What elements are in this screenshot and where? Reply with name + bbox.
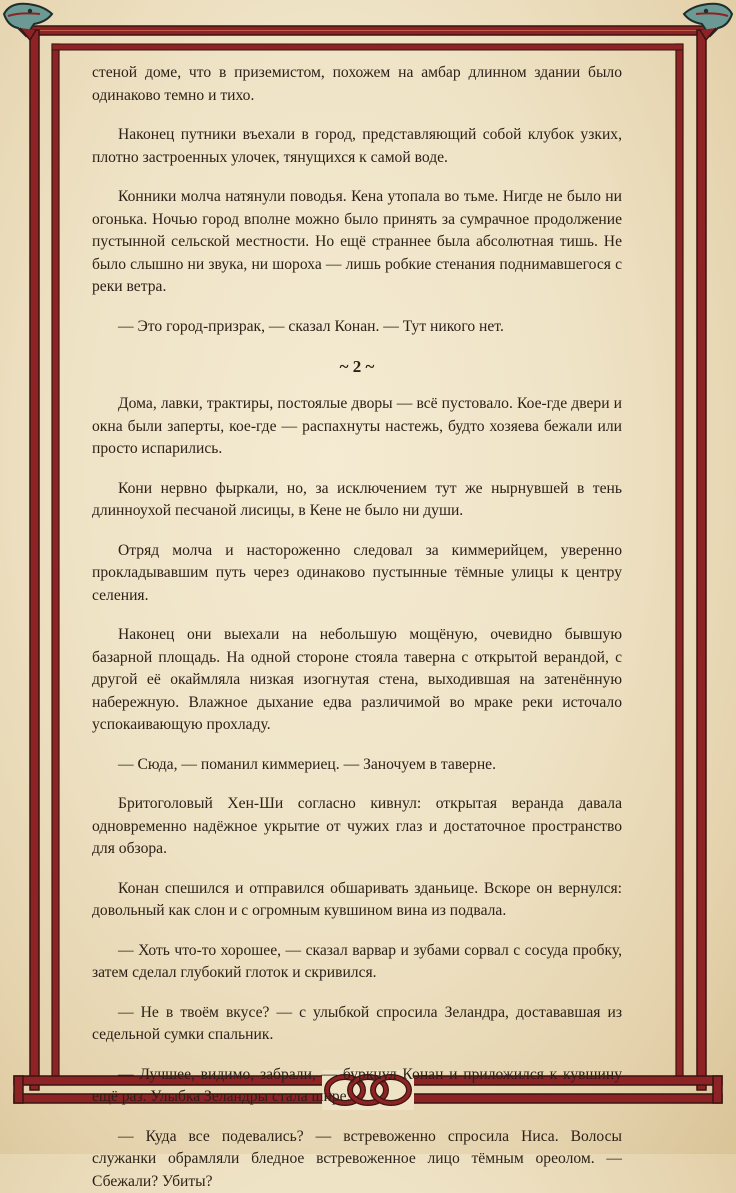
paragraph: — Это город-призрак, — сказал Конан. — Тут никого нет. (92, 316, 622, 339)
paragraph: — Куда все подевались? — встревоженно спросила Ниса. Волосы служанки обрамляли бледное встревоженное лицо тёмным ореолом. — Сбежали? Убиты? (92, 1126, 622, 1193)
paragraph: Дома, лавки, трактиры, постоялые дворы — всё пустовало. Кое-где двери и окна были заперты, кое-где — распахнуты настежь, будто хозяева бежали или просто испарились. (92, 393, 622, 461)
paragraph: Наконец путники въехали в город, представляющий собой клубок узких, плотно застроенных улочек, тянущихся к самой воде. (92, 124, 622, 169)
paragraph: стеной доме, что в приземистом, похожем на амбар длинном здании было одинаково темно и тихо. (92, 62, 622, 107)
paragraph: Наконец они выехали на небольшую мощёную, очевидно бывшую базарной площадь. На одной стороне стояла таверна с открытой верандой, с другой её окаймляла низкая изогнутая стена, выходившая на затенённую набережную. Влажное дыхание едва различимой во мраке реки источало успокаивающую прохладу. (92, 624, 622, 737)
paragraph: — Лучшее, видимо, забрали, — буркнул Конан и приложился к кувшину ещё раз. Улыбка Зеландры стала шире. (92, 1064, 622, 1109)
paragraph: — Сюда, — поманил киммериец. — Заночуем в таверне. (92, 754, 622, 777)
paragraph: Конники молча натянули поводья. Кена утопала во тьме. Нигде не было ни огонька. Ночью город вполне можно было принять за сумрачное продолжение пустынной сельской местности. Но ещё страннее была абсолютная тишь. Не было слышно ни звука, ни шороха — лишь робкие стенания поднимавшегося с реки ветра. (92, 186, 622, 299)
book-page-text (92, 62, 622, 1062)
paragraph: Кони нервно фыркали, но, за исключением тут же нырнувшей в тень длинноухой песчаной лисицы, в Кене не было ни души. (92, 478, 622, 523)
frame-inner-top (52, 44, 683, 50)
paragraph: — Хоть что-то хорошее, — сказал варвар и зубами сорвал с сосуда пробку, затем сделал глубокий глоток и скривился. (92, 940, 622, 985)
paragraph: Отряд молча и настороженно следовал за киммерийцем, уверенно прокладывавшим путь через одинаково пустынные тёмные улицы к центру селения. (92, 540, 622, 608)
frame-left-bars (30, 30, 59, 1090)
paragraph: Бритоголовый Хен-Ши согласно кивнул: открытая веранда давала одновременно надёжное укрытие от чужих глаз и достаточное пространство для обзора. (92, 793, 622, 861)
paragraph: — Не в твоём вкусе? — с улыбкой спросила Зеландра, достававшая из седельной сумки спальник. (92, 1002, 622, 1047)
frame-top-bar (30, 26, 706, 35)
frame-right-bars (676, 30, 706, 1090)
paragraph: Конан спешился и отправился обшаривать зданьице. Вскоре он вернулся: довольный как слон и с огромным кувшином вина из подвала. (92, 878, 622, 923)
chapter-marker: ~ 2 ~ (92, 355, 622, 379)
